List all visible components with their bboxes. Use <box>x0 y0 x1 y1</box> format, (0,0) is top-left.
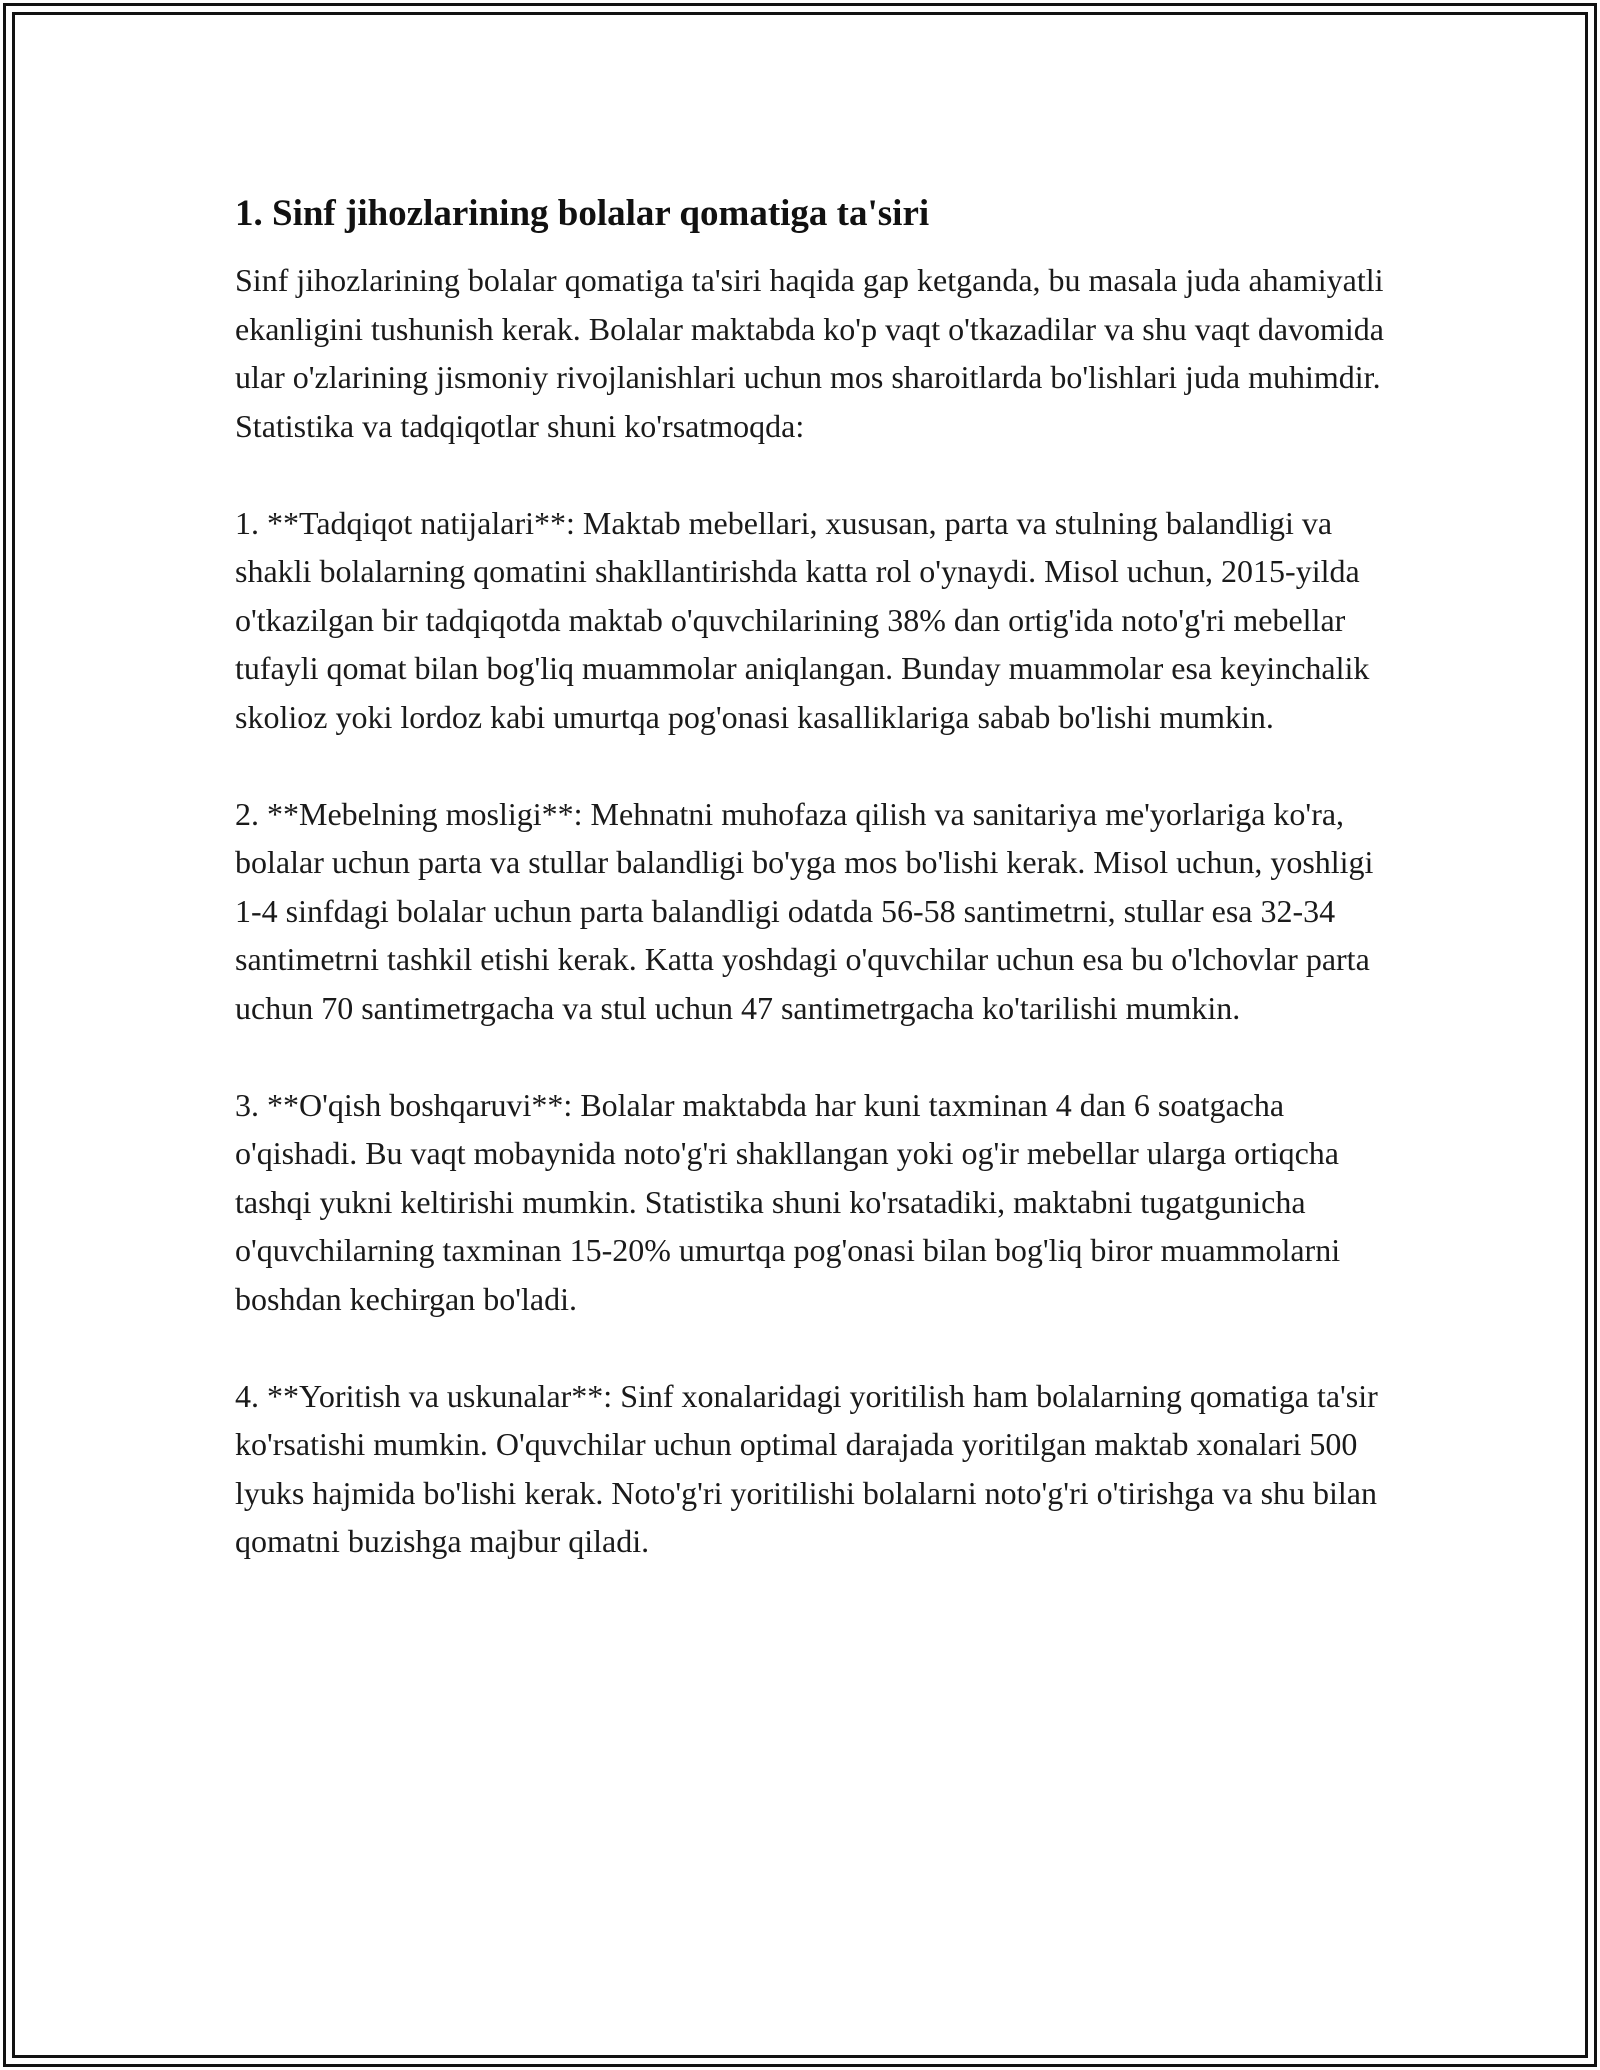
list-item-furniture-fit: 2. **Mebelning mosligi**: Mehnatni muhofaza qilish va sanitariya me'yorlariga ko'ra, bolalar uchun parta va stullar balandligi bo'yga mos bo'lishi kerak. Misol uchun, yoshligi 1-4 sinfdagi bolalar uchun parta balandligi odatda 56-58 santimetrni, stullar esa 32-34 santimetrni tashkil etishi kerak. Katta yoshdagi o'quvchilar uchun esa bu o'lchovlar parta uchun 70 santimetrgacha va stul uchun 47 santimetrgacha ko'tarilishi mumkin. <box>235 795 1374 1026</box>
list-item-research-results: 1. **Tadqiqot natijalari**: Maktab mebellari, xususan, parta va stulning balandligi va shakli bolalarning qomatini shakllantirishda katta rol o'ynaydi. Misol uchun, 2015-yilda o'tkazilgan bir tadqiqotda maktab o'quvchilarining 38% dan ortig'ida noto'g'ri mebellar tufayli qomat bilan bog'liq muammolar aniqlangan. Bunday muammolar esa keyinchalik skolioz yoki lordoz kabi umurtqa pog'onasi kasalliklariga sabab bo'lishi mumkin. <box>235 504 1370 735</box>
document-body <box>235 188 1385 1614</box>
list-item-lighting-equipment: 4. **Yoritish va uskunalar**: Sinf xonalaridagi yoritilish ham bolalarning qomatiga ta'sir ko'rsatishi mumkin. O'quvchilar uchun optimal darajada yoritilgan maktab xonalari 500 lyuks hajmida bo'lishi kerak. Noto'g'ri yoritilishi bolalarni noto'g'ri o'tirishga va shu bilan qomatni buzishga majbur qiladi. <box>235 1377 1378 1559</box>
section-heading: 1. Sinf jihozlarining bolalar qomatiga ta'siri <box>235 193 930 234</box>
intro-paragraph: Sinf jihozlarining bolalar qomatiga ta'siri haqida gap ketganda, bu masala juda ahamiyatli ekanligini tushunish kerak. Bolalar maktabda ko'p vaqt o'tkazadilar va shu vaqt davomida ular o'zlarining jismoniy rivojlanishlari uchun mos sharoitlarda bo'lishlari juda muhimdir. Statistika va tadqiqotlar shuni ko'rsatmoqda: <box>235 262 1384 444</box>
list-item-study-management: 3. **O'qish boshqaruvi**: Bolalar maktabda har kuni taxminan 4 dan 6 soatgacha o'qishadi. Bu vaqt mobaynida noto'g'ri shakllangan yoki og'ir mebellar ularga ortiqcha tashqi yukni keltirishi mumkin. Statistika shuni ko'rsatadiki, maktabni tugatgunicha o'quvchilarning taxminan 15-20% umurtqa pog'onasi bilan bog'liq biror muammolarni boshdan kechirgan bo'ladi. <box>235 1086 1341 1317</box>
